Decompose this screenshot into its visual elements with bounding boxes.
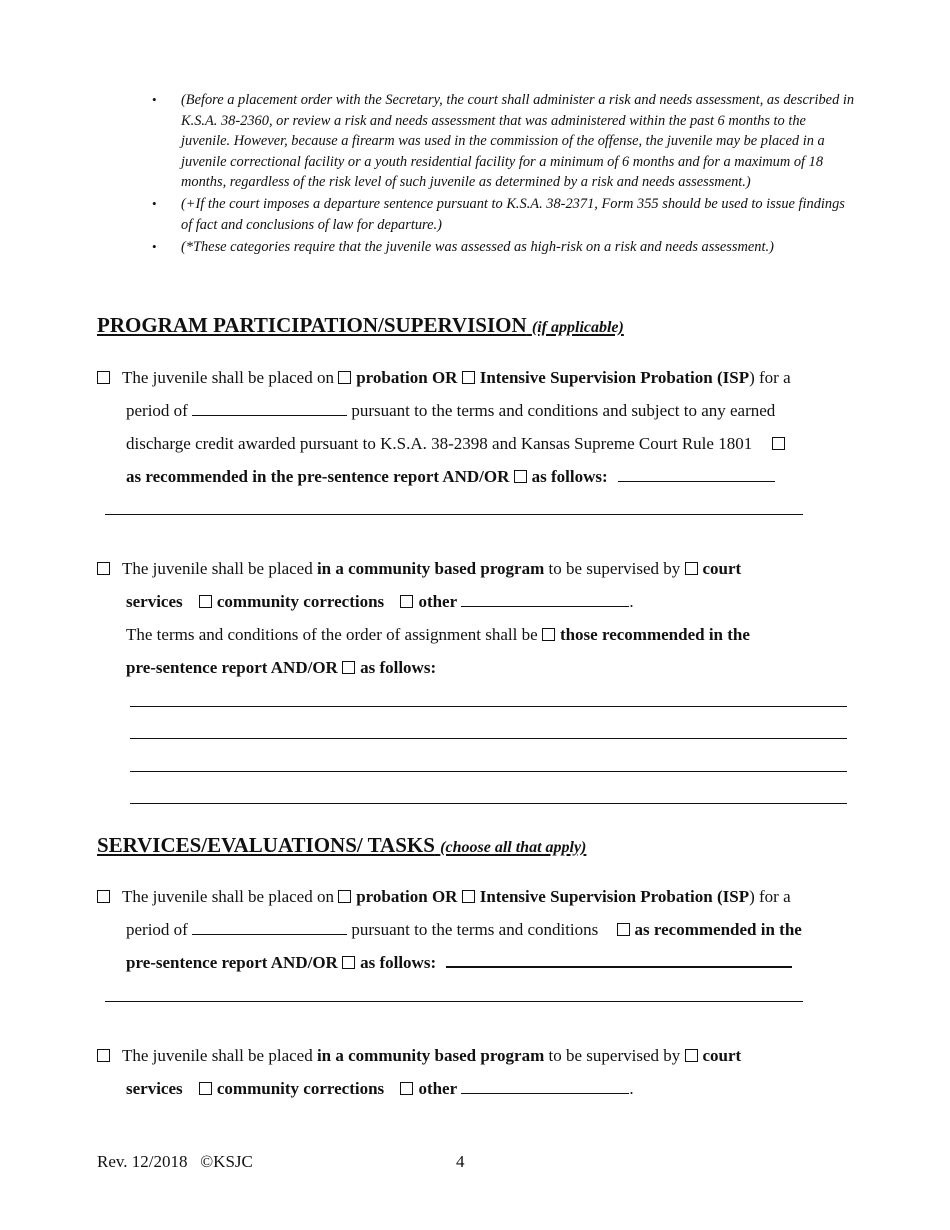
program-heading bbox=[97, 313, 624, 338]
text: to be supervised by bbox=[544, 559, 681, 578]
probation-label: probation OR bbox=[356, 368, 458, 387]
revision-date: Rev. 12/2018 bbox=[97, 1152, 188, 1171]
presentence-label: pre-sentence report AND/OR bbox=[126, 953, 338, 972]
note-item: • (*These categories require that the juvenile was assessed as high-risk on a risk and needs assessment.) bbox=[150, 237, 855, 258]
probation-checkbox[interactable] bbox=[338, 371, 351, 384]
text: . bbox=[629, 592, 634, 611]
text: to be supervised by bbox=[544, 1046, 681, 1065]
community-program-label: in a community based program bbox=[316, 1046, 545, 1065]
those-recommended-checkbox[interactable] bbox=[542, 628, 555, 641]
text: The juvenile shall be placed on bbox=[122, 887, 334, 906]
note-item: • (Before a placement order with the Secretary, the court shall administer a risk and needs assessment, as described in K.S.A. 38-2360, or review a risk and needs assessment that was administered within the past 6 months to the juvenile. However, because a firearm was used in the commission of the offense, the juvenile may be placed in a juvenile correctional facility or a youth residential facility for a minimum of 6 months and for a maximum of 18 months, regardless of the risk level of such juvenile as determined by a risk and needs assessment.) bbox=[150, 90, 855, 193]
text: . bbox=[629, 1079, 634, 1098]
as-follows-label: as follows: bbox=[531, 467, 608, 486]
footer bbox=[97, 1152, 253, 1172]
services-heading-title: SERVICES/EVALUATIONS/ TASKS bbox=[97, 833, 435, 857]
blank-line-input[interactable] bbox=[105, 514, 803, 515]
program-heading-title: PROGRAM PARTICIPATION/SUPERVISION bbox=[97, 313, 527, 337]
as-follows-label: as follows: bbox=[360, 953, 437, 972]
isp-checkbox[interactable] bbox=[462, 890, 475, 903]
text: ) bbox=[749, 368, 755, 387]
other-input[interactable] bbox=[461, 592, 629, 607]
recommended-label: those recommended in the bbox=[559, 625, 750, 644]
court-services-checkbox[interactable] bbox=[685, 1049, 698, 1062]
text: The juvenile shall be placed on bbox=[122, 368, 334, 387]
text: period of bbox=[126, 401, 188, 420]
text: ) bbox=[749, 887, 755, 906]
services-heading-note: (choose all that apply) bbox=[440, 839, 587, 856]
services-community-block bbox=[97, 1039, 857, 1105]
blank-line-input[interactable] bbox=[130, 706, 847, 707]
as-follows-input[interactable] bbox=[618, 467, 775, 482]
blank-line-input[interactable] bbox=[130, 771, 847, 772]
as-follows-label: as follows: bbox=[360, 658, 437, 677]
period-input[interactable] bbox=[192, 401, 347, 416]
program-heading-note: (if applicable) bbox=[531, 319, 624, 336]
recommended-label: as recommended in the bbox=[634, 920, 802, 939]
text: for a bbox=[754, 887, 791, 906]
program-probation-checkbox[interactable] bbox=[97, 371, 110, 384]
blank-line-input[interactable] bbox=[130, 803, 847, 804]
as-follows-input[interactable] bbox=[446, 952, 792, 968]
copyright: ©KSJC bbox=[200, 1152, 253, 1171]
services-community-checkbox[interactable] bbox=[97, 1049, 110, 1062]
community-corrections-checkbox[interactable] bbox=[199, 595, 212, 608]
text: pursuant to the terms and conditions bbox=[347, 920, 599, 939]
court-label: court bbox=[702, 1046, 742, 1065]
court-services-checkbox[interactable] bbox=[685, 562, 698, 575]
program-community-block bbox=[97, 552, 857, 684]
as-follows-checkbox[interactable] bbox=[514, 470, 527, 483]
as-follows-checkbox[interactable] bbox=[342, 661, 355, 674]
services-probation-block bbox=[97, 880, 857, 979]
community-corrections-checkbox[interactable] bbox=[199, 1082, 212, 1095]
probation-checkbox[interactable] bbox=[338, 890, 351, 903]
recommended-checkbox[interactable] bbox=[772, 437, 785, 450]
blank-line-input[interactable] bbox=[130, 738, 847, 739]
other-checkbox[interactable] bbox=[400, 1082, 413, 1095]
as-follows-checkbox[interactable] bbox=[342, 956, 355, 969]
text: discharge credit awarded pursuant to K.S.A. 38-2398 and Kansas Supreme Court Rule 1801 bbox=[126, 434, 753, 453]
program-probation-block bbox=[97, 361, 857, 493]
other-input[interactable] bbox=[461, 1079, 629, 1094]
other-label: other bbox=[418, 592, 458, 611]
court-label: court bbox=[702, 559, 742, 578]
other-checkbox[interactable] bbox=[400, 595, 413, 608]
isp-label: Intensive Supervision Probation (ISP bbox=[479, 368, 750, 387]
recommended-checkbox[interactable] bbox=[617, 923, 630, 936]
services-label: services bbox=[126, 592, 183, 611]
services-heading bbox=[97, 833, 586, 858]
services-label: services bbox=[126, 1079, 183, 1098]
services-probation-checkbox[interactable] bbox=[97, 890, 110, 903]
program-community-checkbox[interactable] bbox=[97, 562, 110, 575]
recommended-label: as recommended in the pre-sentence report AND/OR bbox=[126, 467, 510, 486]
corrections-label: community corrections bbox=[216, 1079, 385, 1098]
text: period of bbox=[126, 920, 188, 939]
note-item: • (+If the court imposes a departure sentence pursuant to K.S.A. 38-2371, Form 355 should be used to issue findings of fact and conclusions of law for departure.) bbox=[150, 194, 855, 235]
text: The juvenile shall be placed bbox=[122, 559, 313, 578]
text: The juvenile shall be placed bbox=[122, 1046, 313, 1065]
probation-label: probation OR bbox=[356, 887, 458, 906]
text: for a bbox=[754, 368, 791, 387]
isp-checkbox[interactable] bbox=[462, 371, 475, 384]
corrections-label: community corrections bbox=[216, 592, 385, 611]
community-program-label: in a community based program bbox=[316, 559, 545, 578]
text: The terms and conditions of the order of assignment shall be bbox=[126, 625, 538, 644]
page-number: 4 bbox=[456, 1152, 465, 1171]
text: pursuant to the terms and conditions and subject to any earned bbox=[347, 401, 776, 420]
isp-label: Intensive Supervision Probation (ISP bbox=[479, 887, 750, 906]
blank-line-input[interactable] bbox=[105, 1001, 803, 1002]
notes-list bbox=[150, 90, 855, 259]
other-label: other bbox=[418, 1079, 458, 1098]
presentence-label: pre-sentence report AND/OR bbox=[126, 658, 338, 677]
period-input[interactable] bbox=[192, 920, 347, 935]
